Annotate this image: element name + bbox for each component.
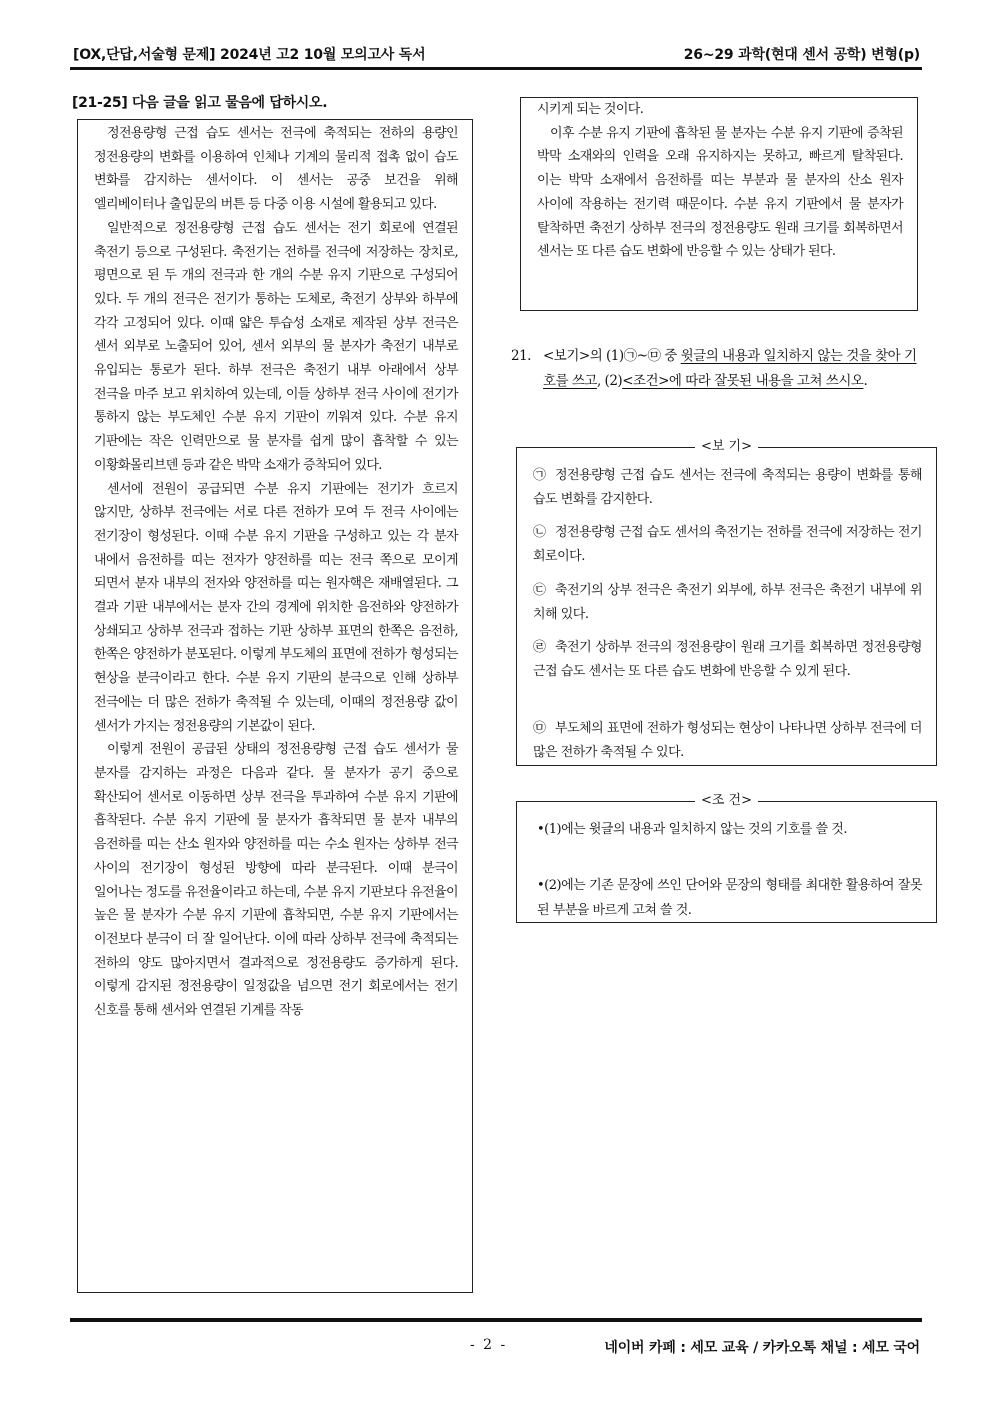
continuation-paragraph-1: 시키게 되는 것이다.: [537, 102, 644, 117]
question-number: 21.: [511, 348, 531, 364]
passage-paragraph-2: 일반적으로 정전용량형 근접 습도 센서는 전기 회로에 연결된 축전기 등으로 구성된다. 축전기는 전하를 전극에 저장하는 장치로, 평면으로 된 두 개의 전극과 한 개의 수분 유지 기판으로 구성되어 있다. 두 개의 전극은 전기가 통하는 도체로, 축전기 상부와 하부에 각각 고정되어 있다. 이때 얇은 투습성 소재로 제작된 상부 전극은 센서 외부로 노출되어 있어, 센서 외부의 물 분자가 축전기 내부로 유입되는 통로가 된다. 하부 전극은 축전기 내부 아래에서 상부 전극을 마주 보고 위치하여 있는데, 이들 상하부 전극 사이에 전기가 통하지 않는 부도체인 수분 유지 기판이 끼워져 있다. 수분 유지 기판에는 작은 인력만으로 물 분자를 쉽게 많이 흡착할 수 있는 이황화몰리브덴 등과 같은 박막 소재가 증착되어 있다.: [94, 220, 458, 473]
passage-box: [77, 119, 473, 1293]
passage-paragraph-4: 이렇게 전원이 공급된 상태의 정전용량형 근접 습도 센서가 물 분자를 감지하는 과정은 다음과 같다. 물 분자가 공기 중으로 확산되어 센서로 이동하면 상부 전극을 투과하여 수분 유지 기판에 흡착된다. 수분 유지 기판에 물 분자가 흡착되면 물 분자 내부의 음전하를 띠는 산소 원자와 양전하를 띠는 수소 원자는 상하부 전극 사이의 전기장이 형성된 방향에 따라 분극된다. 이때 분극이 일어나는 정도를 유전율이라고 하는데, 수분 유지 기판보다 유전율이 높은 물 분자가 수분 유지 기판에 흡착되면, 수분 유지 기판에서는 이전보다 분극이 더 잘 일어난다. 이에 따라 상하부 전극에 축적되는 전하의 양도 많아지면서 결과적으로 정전용량도 증가하게 된다. 이렇게 감지된 정전용량이 일정값을 넘으면 전기 회로에서는 전기 신호를 통해 센서와 연결된 기계를 작동: [94, 742, 458, 1019]
footer-rule: [70, 1318, 922, 1322]
question-21: [511, 344, 923, 393]
bogi-mark-4: ㉣: [533, 640, 546, 655]
bogi-item-2: [533, 521, 922, 568]
bogi-text-5: 부도체의 표면에 전하가 형성되는 현상이 나타나면 상하부 전극에 더 많은 전하가 축적될 수 있다.: [533, 721, 922, 760]
bogi-mark-3: ㉢: [533, 583, 546, 598]
jogeon-box: [516, 793, 937, 923]
footer-credits: 네이버 카페 : 세모 교육 / 카카오톡 채널 : 세모 국어: [604, 1340, 920, 1356]
page-number: - 2 -: [470, 1337, 508, 1353]
bogi-title: <보 기>: [695, 439, 758, 454]
passage-continuation-box: [520, 97, 918, 311]
question-text: [543, 344, 923, 393]
bogi-text-4: 축전기 상하부 전극의 정전용량이 원래 크기를 회복하면 정전용량형 근접 습도 센서는 또 다른 습도 변화에 반응할 수 있게 된다.: [533, 640, 922, 679]
question-pre: <보기>의 (1)㉠~㉤ 중: [543, 348, 681, 364]
instruction: [21-25] 다음 글을 읽고 물음에 답하시오.: [72, 95, 328, 111]
passage-paragraph-1: 정전용량형 근접 습도 센서는 전극에 축적되는 전하의 용량인 정전용량의 변화를 이용하여 인체나 기계의 물리적 접촉 없이 습도 변화를 감지하는 센서이다. 이 센서는 공중 보건을 위해 엘리베이터나 출입문의 버튼 등 다중 이용 시설에 활용되고 있다.: [94, 126, 458, 213]
bogi-mark-1: ㉠: [533, 468, 546, 483]
jogeon-title: <조 건>: [695, 793, 758, 808]
question-end: .: [863, 372, 868, 389]
header-rule: [70, 67, 922, 70]
bogi-item-5: [533, 717, 922, 764]
jogeon-item-1: [537, 817, 922, 842]
question-mid: , (2): [596, 372, 623, 389]
continuation-paragraph-2: 이후 수분 유지 기판에 흡착된 물 분자는 수분 유지 기판에 증착된 박막 소재와의 인력을 오래 유지하지는 못하고, 빠르게 탈착된다. 이는 박막 소재에서 음전하를 띠는 부분과 물 분자의 산소 원자 사이에 작용하는 전기력 때문이다. 수분 유지 기판에서 물 분자가 탈착하면 축전기 상하부 전극의 정전용량도 원래 크기를 회복하면서 센서는 또 다른 습도 변화에 반응할 수 있는 상태가 된다.: [537, 125, 903, 260]
bogi-item-4: [533, 636, 922, 683]
jogeon-mark-1: •: [537, 822, 545, 837]
jogeon-text-2: (2)에는 기존 문장에 쓰인 단어와 문장의 형태를 최대한 활용하여 잘못된 부분을 바르게 고쳐 쓸 것.: [537, 878, 922, 918]
jogeon-text-1: (1)에는 윗글의 내용과 일치하지 않는 것의 기호를 쓸 것.: [544, 822, 847, 837]
jogeon-item-2: [537, 873, 922, 923]
jogeon-mark-2: •: [537, 878, 545, 893]
header-title: [OX,단답,서술형 문제] 2024년 고2 10월 모의고사 독서: [73, 47, 426, 63]
bogi-box: [516, 439, 937, 766]
bogi-item-3: [533, 579, 922, 626]
question-underline-1: 윗글의 내용과 일치하지 않는 것을 찾아 기호를 쓰고: [543, 348, 917, 389]
passage-paragraph-3: 센서에 전원이 공급되면 수분 유지 기판에는 전기가 흐르지 않지만, 상하부 전극에는 서로 다른 전하가 모여 두 전극 사이에는 전기장이 형성된다. 이때 수분 유지 기판을 구성하고 있는 각 분자 내에서 음전하를 띠는 전자가 양전하를 띠는 전극 쪽으로 모이게 되면서 분자 내부의 전자와 양전하를 띠는 원자핵은 재배열된다. 그 결과 기판 내부에서는 분자 간의 경계에 위치한 음전하와 양전하가 상쇄되고 상하부 전극과 접하는 기판 상하부 표면의 한쪽은 음전하, 한쪽은 양전하가 분포된다. 이렇게 부도체의 표면에 전하가 형성되는 현상을 분극이라고 한다. 수분 유지 기판의 분극으로 인해 상하부 전극에는 더 많은 전하가 축적될 수 있는데, 이때의 정전용량 값이 센서가 가지는 정전용량의 기본값이 된다.: [94, 481, 458, 734]
bogi-mark-2: ㉡: [533, 525, 546, 540]
bogi-mark-5: ㉤: [533, 721, 546, 736]
bogi-text-1: 정전용량형 근접 습도 센서는 전극에 축적되는 용량이 변화를 통해 습도 변화를 감지한다.: [533, 468, 922, 507]
bogi-item-1: [533, 464, 922, 511]
header-section: 26~29 과학(현대 센서 공학) 변형(p): [683, 47, 920, 63]
question-underline-2: <조건>에 따라 잘못된 내용을 고쳐 쓰시오: [622, 372, 864, 389]
bogi-text-2: 정전용량형 근접 습도 센서의 축전기는 전하를 전극에 저장하는 전기 회로이다.: [533, 525, 922, 564]
bogi-text-3: 축전기의 상부 전극은 축전기 외부에, 하부 전극은 축전기 내부에 위치해 있다.: [533, 583, 922, 622]
